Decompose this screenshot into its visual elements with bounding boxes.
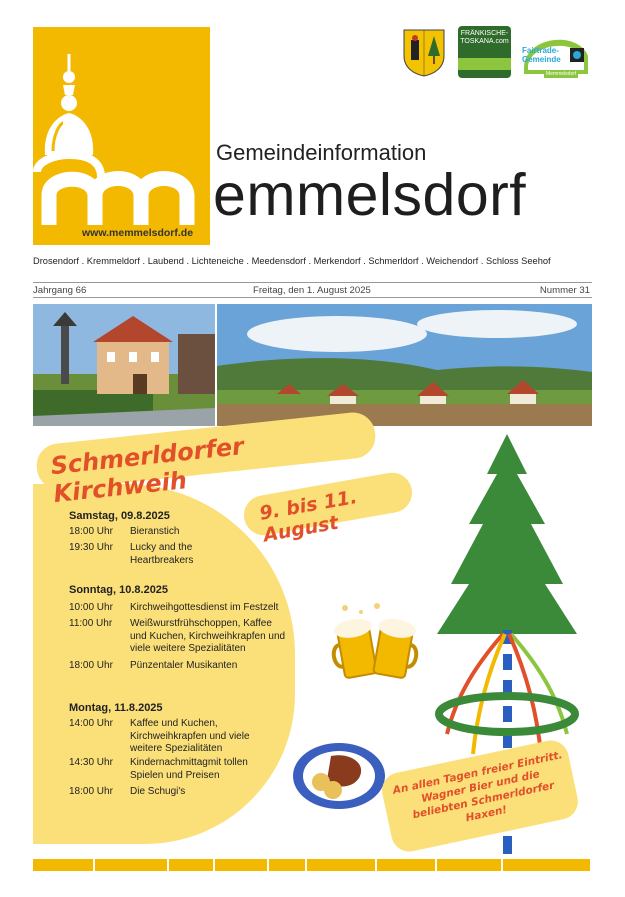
notice-text: An allen Tagen freier Eintritt. Wagner Bier und die beliebten Schmerldorfer Haxen! <box>391 749 564 825</box>
festival-dates: 9. bis 11. August <box>257 486 359 547</box>
onion-dome-m-logo-icon <box>33 27 210 245</box>
coat-of-arms-icon <box>400 26 448 78</box>
date-label: Freitag, den 1. August 2025 <box>253 285 371 296</box>
village-list: Drosendorf . Kremmeldorf . Laubend . Lichteneiche . Meedensdorf . Merkendorf . Schmerldorf . Weichendorf . Schloss Seehof <box>33 256 551 266</box>
beer-mugs-icon <box>331 602 421 686</box>
volume-label: Jahrgang 66 <box>33 285 87 296</box>
memmelsdorf-logo <box>33 27 210 245</box>
bottom-color-bar <box>33 859 592 871</box>
kirchweih-section: Schmerldorfer Kirchweih 9. bis 11. August Samstag, 09.8.2025 18:00 Uhr Bieranstich 19:30 Uhr Lucky and the Heartbreakers Sonntag, 10.8.2025 10:00 Uhr Kirchweihgottesdienst im Festzelt 11:00 Uhr Weißwurstfrühschoppen, Kaffee und Kuchen, Kirchweihkrapfen und viele weitere Spezialitäten 18:00 Uhr Pünzentaler Musikanten Montag, 11.8.2025 14:00 Uhr Kaffee und Kuchen, Kirchweihkrapfen und viele weitere Spezialitäten 14:30 Uhr Kindernachmittagmit tollen Spielen und Preisen 18:00 Uhr Die Schugi's An allen Tagen freier Eintritt. Wagner Bier und die beliebten Schmerldorfer Haxen! <box>33 434 593 854</box>
issue-meta-bar <box>33 282 592 298</box>
village-panorama-photo <box>217 304 592 426</box>
issue-number: Nummer 31 <box>539 285 590 296</box>
day-heading: Sonntag, 10.8.2025 <box>69 584 169 596</box>
fairtrade-badge <box>518 26 593 78</box>
day-heading: Samstag, 09.8.2025 <box>69 510 170 522</box>
haxe-plate-icon <box>291 740 387 812</box>
fraenkische-toskana-badge <box>458 26 511 78</box>
village-house-photo <box>33 304 215 426</box>
festival-title: Schmerldorfer Kirchweih <box>49 432 246 509</box>
page-subtitle: Gemeindeinformation <box>216 140 427 165</box>
website-url[interactable]: www.memmelsdorf.de <box>82 227 194 239</box>
fairtrade-sub: Memmelsdorf <box>546 71 577 77</box>
day-heading: Montag, 11.8.2025 <box>69 702 163 714</box>
toskana-label: FRÄNKISCHE-TOSKANA.com <box>460 30 509 45</box>
page-title: emmelsdorf <box>213 162 527 228</box>
fairtrade-title: Fairtrade- Gemeinde <box>522 46 561 64</box>
